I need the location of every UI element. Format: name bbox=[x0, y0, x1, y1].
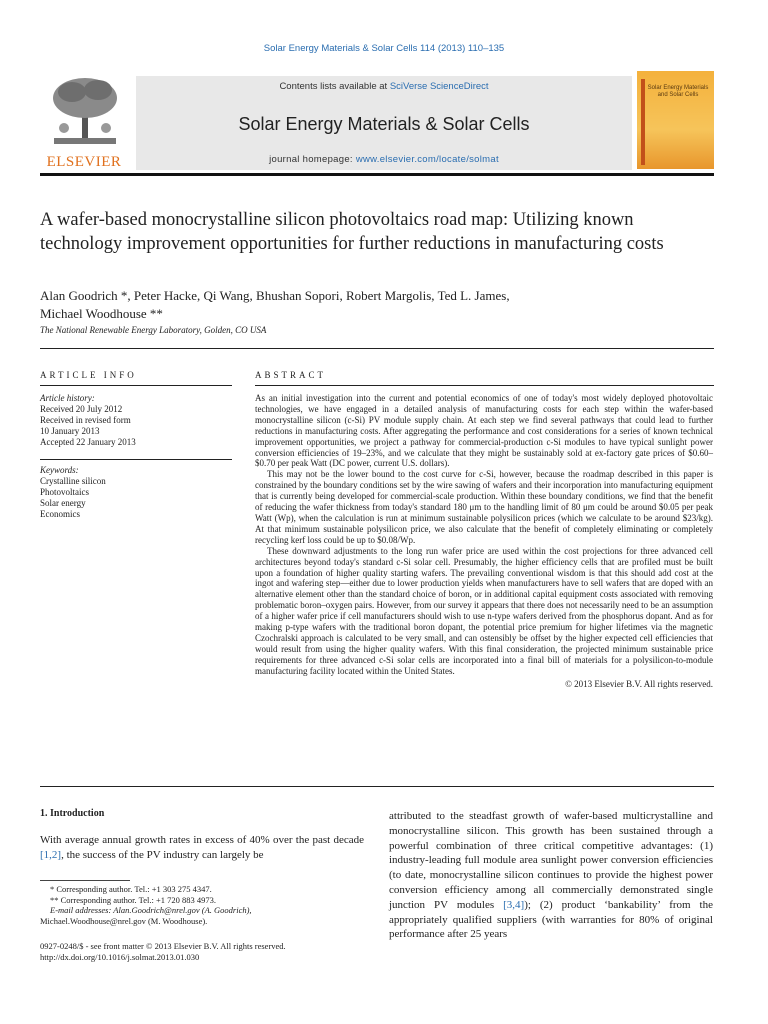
reference-link-3-4[interactable]: [3,4] bbox=[503, 898, 525, 911]
masthead bbox=[40, 68, 714, 172]
elsevier-logo bbox=[40, 76, 128, 170]
intro-text-b: , the success of the PV industry can largely be bbox=[61, 848, 264, 861]
journal-banner bbox=[136, 76, 632, 170]
footnote-emails[interactable]: E-mail addresses: Alan.Goodrich@nrel.gov (A. Goodrich), bbox=[50, 905, 252, 915]
history-label: Article history: bbox=[40, 393, 95, 403]
accepted-date: Accepted 22 January 2013 bbox=[40, 437, 136, 447]
contents-prefix: Contents lists available at bbox=[279, 81, 390, 92]
homepage-prefix: journal homepage: bbox=[269, 154, 356, 165]
article-history bbox=[40, 393, 220, 448]
intro-right-text-a: attributed to the steadfast growth of wafer-based multicrystalline and monocrystalline silicon. This growth has been sustained through a powerful combination of three critical competitive advantages: (1) industry-leading full module area sunlight power conversion efficiencies (to date, monocrystalline silicon continues to provide the highest power conversion efficiency among all commercially demonstrated single junction PV modules bbox=[389, 810, 713, 911]
cover-title: Solar Energy Materials and Solar Cells bbox=[647, 85, 709, 98]
intro-right-column bbox=[389, 809, 713, 942]
reference-link-1-2[interactable]: [1,2] bbox=[40, 848, 62, 861]
abstract-rule bbox=[255, 385, 714, 386]
front-matter bbox=[40, 941, 440, 963]
footnotes bbox=[40, 884, 364, 926]
footnote-emails-cont[interactable]: Michael.Woodhouse@nrel.gov (M. Woodhouse). bbox=[40, 915, 208, 926]
received-date: Received 20 July 2012 bbox=[40, 404, 123, 414]
keyword-item: Solar energy bbox=[40, 498, 86, 508]
abstract-paragraph-2: This may not be the lower bound to the cost curve for c-Si, however, because the roadmap described in this paper is constrained by the boundary conditions set by the wire sawing of wafers and their incorporation into manufacturing equipment that is currently being developed for commercial-scale production. Within these boundary conditions, we find that the benefit of reducing the wafer thickness from today's standard 180 μm to the handling limit of 80 μm could be around $0.05 per peak Watt (Wp), when the calculation is run at minimum sustainable polysilicon prices (which we calculate to be around $23/kg). At that minimum sustainable polysilicon price, we also calculate that the benefit of completely eliminating or completely recycling kerf loss could be up to $0.08/Wp. bbox=[255, 469, 713, 545]
doi-link[interactable]: http://dx.doi.org/10.1016/j.solmat.2013.01.030 bbox=[40, 952, 200, 962]
intro-right-text-b: ); (2) product ‘bankability’ from the appropriately qualified suppliers (with warranties for 80% of original performance after 25 years bbox=[389, 898, 713, 941]
keyword-item: Economics bbox=[40, 509, 80, 519]
revised-label: Received in revised form bbox=[40, 415, 131, 425]
revised-date: 10 January 2013 bbox=[40, 426, 100, 436]
elsevier-tree-icon bbox=[46, 76, 124, 148]
journal-homepage-link[interactable]: www.elsevier.com/locate/solmat bbox=[355, 154, 499, 165]
abstract-paragraph-1: As an initial investigation into the current and potential economics of one of today's most widely deployed photovoltaic technologies, we have engaged in a detailed analysis of manufacturing costs for each step within the wafer-based monocrystalline silicon (c-Si) PV module supply chain. At each step we find several pathways that could lead to further reductions in manufacturing costs. After aggregating the performance and cost considerations for a series of known technical improvement opportunities, we project a pathway for commercial-production c-Si modules to have typical sunlight power conversion efficiencies of 19–23%, and we calculate that they might be sustainably sold at ex-factory gate prices of $0.60–$0.70 per peak Watt (DC power, current U.S. dollars). bbox=[255, 393, 713, 469]
copyright-notice: © 2013 Elsevier B.V. All rights reserved. bbox=[565, 678, 713, 689]
footnote-1: * Corresponding author. Tel.: +1 303 275 4347. bbox=[50, 884, 212, 894]
masthead-rule bbox=[40, 173, 714, 176]
keyword-item: Crystalline silicon bbox=[40, 476, 106, 486]
article-title: A wafer-based monocrystalline silicon photovoltaics road map: Utilizing known technology improvement opportunities for further reductions in manufacturing costs bbox=[40, 210, 664, 254]
abstract-text bbox=[255, 393, 713, 689]
journal-name: Solar Energy Materials & Solar Cells bbox=[238, 114, 530, 134]
abstract-bottom-rule bbox=[40, 786, 714, 787]
section-heading-introduction: 1. Introduction bbox=[40, 808, 105, 819]
abstract-heading: ABSTRACT bbox=[255, 370, 327, 380]
keywords-block bbox=[40, 465, 220, 520]
journal-citation[interactable]: Solar Energy Materials & Solar Cells 114 (2013) 110–135 bbox=[263, 43, 505, 54]
intro-text-a: With average annual growth rates in excess of 40% over the past decade bbox=[40, 834, 364, 846]
issn-line: 0927-0248/$ - see front matter © 2013 Elsevier B.V. All rights reserved. bbox=[40, 941, 286, 951]
header-divider bbox=[40, 348, 714, 349]
footnote-rule bbox=[40, 880, 130, 881]
authors-line-1: Alan Goodrich *, Peter Hacke, Qi Wang, Bhushan Sopori, Robert Margolis, Ted L. James, bbox=[40, 288, 510, 303]
journal-cover-thumbnail[interactable] bbox=[637, 71, 714, 169]
info-rule bbox=[40, 385, 232, 386]
keywords-rule bbox=[40, 459, 232, 460]
homepage-line bbox=[136, 154, 632, 165]
contents-line bbox=[136, 81, 632, 92]
intro-left-column bbox=[40, 833, 364, 862]
keyword-item: Photovoltaics bbox=[40, 487, 89, 497]
article-info-heading: ARTICLE INFO bbox=[40, 370, 137, 380]
sciencedirect-link[interactable]: SciVerse ScienceDirect bbox=[389, 81, 489, 92]
abstract-paragraph-3: These downward adjustments to the long run wafer price are used within the cost projections for three advanced cell architectures beyond today's standard c-Si solar cell. Presumably, the higher efficiency cells that are profiled must be built upon a foundation of higher quality starting wafers. The prevailing conventional wisdom is that this should add cost at the ingot and wafering step—either due to lower production yields when manufacturers have to sell wafers that are doped with an alternative element other than the standard choice of boron, or in additional capital equipment costs associated with removing problematic boron–oxygen pairs. However, from our survey it appears that there does not necessarily need to be an assumption of a higher wafer price if cell manufacturers should wish to use n-type wafers derived from the phosphorus dopant. And as for making p-type wafers with the traditional boron dopant, the potential price premium for higher lifetimes via the magnetic Czochralski approach is calculated to be very small, and can ostensibly be offset by the higher expected cell efficiencies that would result from using the higher quality wafers. With this final consideration, the projected minimum sustainable price requirements for three advanced c-Si solar cells are incorporated into a final bill of materials for a polysilicon-to-module manufacturing facility located within the United States. bbox=[255, 545, 713, 676]
publisher-name: ELSEVIER bbox=[46, 154, 122, 170]
footnote-2: ** Corresponding author. Tel.: +1 720 883 4973. bbox=[50, 894, 217, 905]
keywords-label: Keywords: bbox=[40, 465, 79, 475]
affiliation: The National Renewable Energy Laboratory, Golden, CO USA bbox=[40, 325, 267, 335]
authors-line-2: Michael Woodhouse ** bbox=[40, 306, 163, 321]
author-list bbox=[40, 287, 714, 323]
